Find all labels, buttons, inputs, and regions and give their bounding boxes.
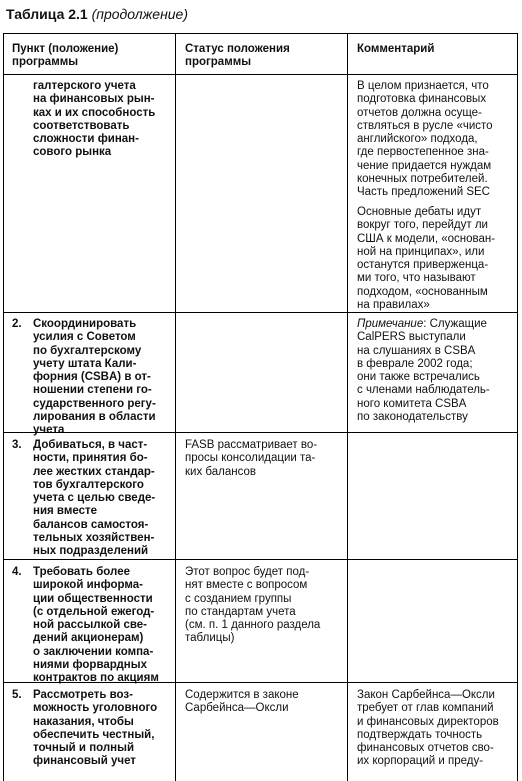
row1-item: галтерского учета на финансовых рын- ках и их способность соответствовать сложности финан- сового рынка [33,80,156,159]
table [3,33,518,781]
table-caption [6,5,188,23]
row3-item: Добиваться, в част- ности, принятия бо- лее жестких стандар- тов бухгалтерского учета с целью сведе- ния вместе балансов самостоя- тельных хозяйствен- ных подразделений [33,439,156,558]
row5-item: Рассмотреть воз- можность уголовного наказания, чтобы обеспечить честный, точный и полный финансовый учет [33,689,158,768]
column-divider-2 [347,34,348,781]
row1-comment-2: Основные дебаты идут вокруг того, перейдут ли США к модели, «основан- ной на принципах», или останутся приверженца- ми того, что называют подходом, «основанным на правилах» [357,206,496,312]
row2-comment-text: : Служащие CalPERS выступали на слушаниях в CSBA в феврале 2002 года; они также встречались с членами наблюдатель- ного комитета CSBA по законодательству [357,318,490,424]
row2-item: Скоординировать усилия с Советом по бухгалтерскому учету штата Кали- форния (CSBA) в от- ношении степени го- сударственного регу- лирования в области учета [33,318,156,437]
row4-item: Требовать более широкой информа- ции общественности (с отдельной ежегод- ной рассылкой све- дений акционерам) о заключении компа- ниями форвардных контрактов по акциям [33,566,159,685]
row2-number: 2. [12,318,22,330]
column-divider-1 [175,34,176,781]
row-divider [3,432,518,433]
row5-status: Содержится в законе Сарбейнса—Оксли [185,689,299,715]
table-header [3,34,518,75]
row3-status: FASB рассматривает во- просы консолидации та- ких балансов [185,439,318,478]
header-item: Пункт (положение) программы [12,43,119,68]
row5-comment: Закон Сарбейнса—Оксли требует от глав компаний и финансовых директоров подтверждать точность финансовых отчетов сво- их корпораций и преду- [357,689,499,768]
table-left-border [3,34,4,781]
table-right-border [517,34,518,781]
row-divider [3,682,518,683]
header-comment: Комментарий [357,43,435,55]
row4-number: 4. [12,566,22,578]
row1-comment: В целом признается, что подготовка финансовых отчетов должна осуще- ствляться в русле «чисто английского» подхода, где первостепенное зна- чение придается нуждам конечных потребителей. Часть предложений SEC [357,80,493,199]
row3-number: 3. [12,439,22,451]
caption-continuation: (продолжение) [91,6,189,22]
caption-title: Таблица 2.1 [6,6,88,22]
header-status: Статус положения программы [185,43,290,68]
row-divider [3,559,518,560]
row-divider [3,312,518,313]
row2-comment [357,318,490,424]
row5-number: 5. [12,689,22,701]
row2-comment-note-label: Примечание [357,318,424,330]
row4-status: Этот вопрос будет под- нят вместе с вопросом с созданием группы по стандартам учета (см. п. 1 данного раздела таблицы) [185,566,321,645]
